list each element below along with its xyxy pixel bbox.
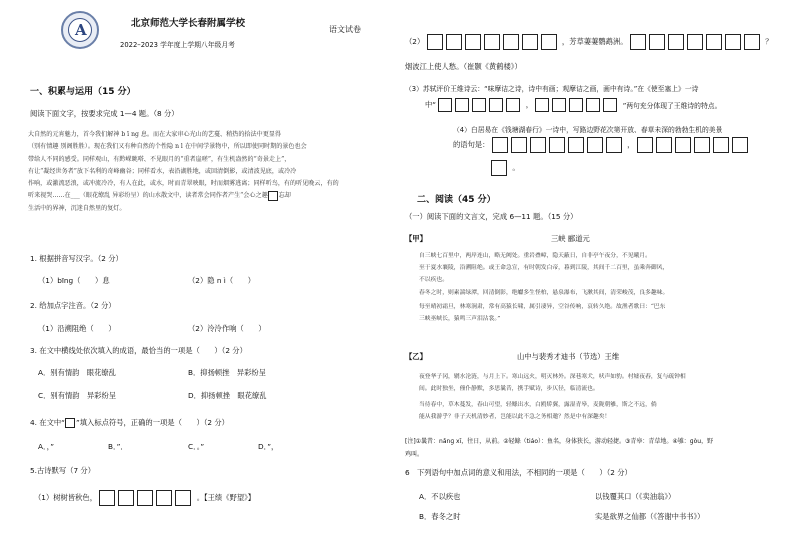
answer-box[interactable] <box>137 490 153 506</box>
answer-box[interactable] <box>603 98 617 112</box>
q5-4-line2: 的语句是： ， <box>453 137 751 153</box>
q3-c: C．别有情韵 异彩纷呈 <box>38 391 117 400</box>
answer-box[interactable] <box>568 137 584 153</box>
passage-line: 有让“凝经世务者”放下名利的奇峰幽谷；同样看水，表沿湖胜地，或回清倒影，或清波见底，或冷冷 <box>28 167 297 175</box>
q4-text: 4. 在文中“ ”填入标点符号，正确的一项是（ ）（2 分） <box>30 418 229 427</box>
q5-2-line2: 烟波江上使人愁。（崔颢《黄鹤楼》） <box>405 62 522 71</box>
q3-d: D．抑扬顿挫 眼花缭乱 <box>188 391 267 400</box>
answer-box[interactable] <box>744 34 760 50</box>
passage-line: 能从我游乎？非子天机清妙者，岂能以此不急之务相邀？然是中有深趣矣！ <box>419 413 611 420</box>
q5-line1: （1）树树皆秋色， 。【王绩《野望》】 <box>34 490 255 506</box>
passage-line: 间。此时独坐，僮仆静默，多思曩昔，携手赋诗，步仄径，临清流也。 <box>419 386 599 393</box>
q3-b: B．抑扬顿挫 异彩纷呈 <box>188 368 266 377</box>
answer-box[interactable] <box>427 34 443 50</box>
answer-box[interactable] <box>675 137 691 153</box>
punctuation-box[interactable] <box>268 191 278 201</box>
answer-box[interactable] <box>438 98 452 112</box>
q1-text: 1. 根据拼音写汉字。（2 分） <box>30 254 123 263</box>
answer-box[interactable] <box>511 137 527 153</box>
answer-box[interactable] <box>446 34 462 50</box>
section2-title: 二、阅读（45 分） <box>417 195 496 205</box>
q3-text: 3. 在文中横线处依次填入的成语，最恰当的一项是（ ）（2 分） <box>30 346 247 355</box>
q4-b: B．”． <box>108 442 128 451</box>
passage-line: 当待春中，草木蔓发，春山可望，轻鲦出水，白鸥矫翼，露湿青皋，麦陇朝雊，斯之不远，倘 <box>419 401 657 408</box>
q2-a: （1）沿溯阻绝（ ） <box>38 324 116 333</box>
passage-line: 带给人不同的感受。同样观山，有黔嵘眺嗒、不见眼月的“重者崖嗟”，有生机盎然的“奇景走上”， <box>28 155 291 163</box>
answer-box[interactable] <box>569 98 583 112</box>
yi-tag: 【乙】 <box>405 352 427 361</box>
answer-box[interactable] <box>175 490 191 506</box>
jia-tag: 【甲】 <box>405 234 427 243</box>
q6-b2: 实是欲界之仙都（《答谢中书书》） <box>595 512 705 521</box>
q5-3-line1: （3）苏轼评价王维诗云：“味摩诘之诗，诗中有画；观摩诘之画，画中有诗。”在《使至塞上》一诗 <box>405 85 699 93</box>
passage-line: 作响，或激流恶浪，或冲流冷冷，有人在此，或水，时而青翠映眼，时而烟雾逃离；同样听鸟，有的听见晚云，有的 <box>28 180 339 188</box>
school-name: 北京师范大学长春附属学校 <box>131 18 246 29</box>
answer-box[interactable] <box>637 137 653 153</box>
answer-box[interactable] <box>725 34 741 50</box>
answer-box[interactable] <box>706 34 722 50</box>
section1-instruction: 阅读下面文字，按要求完成 1—4 题。（8 分） <box>30 109 179 118</box>
passage-line: 至于夏水襄陵，沿溯阻绝。或王命急宣，有时朝发白帝，暮到江陵，其间千二百里，虽乘奔御风， <box>419 264 669 271</box>
q1-a: （1）bīnɡ（ ）息 <box>38 276 110 285</box>
q6-a2: 以钱覆其口（《卖油翁》） <box>595 492 676 501</box>
passage-line: 自三峡七百里中，两岸连山，略无阙处。重岩叠嶂，隐天蔽日，自非亭午夜分，不见曦月。 <box>419 253 651 259</box>
answer-box[interactable] <box>587 137 603 153</box>
q4-a: A．，” <box>38 442 55 451</box>
q6-text: 6 下列语句中加点词的意义和用法，不相同的一项是（ ）（2 分） <box>405 468 632 477</box>
answer-box[interactable] <box>491 160 507 176</box>
jia-passage <box>419 251 784 326</box>
passage-line: （别有情趣 别阁胜胜）。现在我们又有种自然的个性隐 n l 在中间学景物中，所以即使同时期的景色也会 <box>28 143 307 151</box>
answer-box[interactable] <box>492 137 508 153</box>
q5-text: 5.古诗默写（7 分） <box>30 466 96 475</box>
answer-box[interactable] <box>118 490 134 506</box>
answer-box[interactable] <box>656 137 672 153</box>
answer-box[interactable] <box>541 34 557 50</box>
q5-4-line3: 。 <box>491 160 520 176</box>
answer-box[interactable] <box>668 34 684 50</box>
q2-text: 2. 给加点字注音。（2 分） <box>30 301 116 310</box>
q3-a: A．别有情韵 眼花缭乱 <box>38 368 116 377</box>
answer-box[interactable] <box>732 137 748 153</box>
answer-box[interactable] <box>522 34 538 50</box>
answer-box[interactable] <box>552 98 566 112</box>
answer-box[interactable] <box>630 34 646 50</box>
section1-title: 一、积累与运用（15 分） <box>30 87 136 97</box>
answer-box[interactable] <box>530 137 546 153</box>
passage-line: 大自然的元宵魅力，首今我们解神 b ī ng 息。而在大家审心光山的艺蔓、稍热的拾法中更显得 <box>28 131 281 138</box>
passage-line: 听来视哭……在___（眼花缭乱 异彩纷呈）的山水散文中，读者常会同作者产生“会心之趣 忘却 <box>28 192 291 200</box>
answer-box[interactable] <box>484 34 500 50</box>
q6-b: B．春冬之时 <box>419 512 461 521</box>
passage-line: 春冬之时，则素湍绿潭，回清倒影，绝巘多生怪柏，悬泉瀑布，飞漱其间，清荣峻茂，良多趣味。 <box>419 290 669 297</box>
answer-box[interactable] <box>713 137 729 153</box>
notes-2: 鸡叫。 <box>405 451 424 458</box>
answer-box[interactable] <box>535 98 549 112</box>
punctuation-box[interactable] <box>65 418 75 428</box>
answer-box[interactable] <box>549 137 565 153</box>
passage-line: 生活中的界神，沉迷自然里的复灯。 <box>28 204 126 212</box>
q5-4-line1: （4）白居易在《钱塘湖春行》一诗中，写路边野花次第开放、春草未深的勃勃生机的美景 <box>453 126 723 134</box>
answer-box[interactable] <box>465 34 481 50</box>
passage-line: 不以疾也。 <box>419 276 448 283</box>
q5-2-line1: （2） ，芳草萋萋鹦鹉洲。 ？ <box>405 34 773 50</box>
passage-line: 三峡巫峡长，猿鸣三声泪沾裳。” <box>419 315 501 322</box>
answer-box[interactable] <box>472 98 486 112</box>
passage-line: 夜登华子冈，辋水沦涟，与月上下。寒山远火，明灭林外。深巷寒犬，吠声如豹。村墟夜舂，复与疏钟相 <box>419 374 686 380</box>
answer-box[interactable] <box>99 490 115 506</box>
answer-box[interactable] <box>649 34 665 50</box>
exam-term: 2022–2023 学年度上学期八年级月考 <box>120 41 235 49</box>
q5-3-line2: 中“ ， ”两句充分体现了王维诗的特点。 <box>425 100 722 110</box>
section2-sub: （一）阅读下面的文言文，完成 6—11 题。（15 分） <box>405 212 578 221</box>
answer-box[interactable] <box>455 98 469 112</box>
jia-title: 三峡 郦道元 <box>551 234 590 243</box>
notes: [注]①曩昔：nǎnɡ xī，往日，从前。②轻鲦（tiáo）：鱼名，身体狭长，游动轻捷。③青皋：青草地。④雊：ɡòu，野 <box>405 438 714 445</box>
q6-a: A．不以疾也 <box>419 492 461 501</box>
q4-c: C．。” <box>188 442 205 451</box>
answer-box[interactable] <box>687 34 703 50</box>
answer-box[interactable] <box>606 137 622 153</box>
passage-line: 每至晴初霜旦，林寒涧肃，常有高猿长啸，属引凄异，空谷传响，哀转久绝。故渔者歌曰：“巴东 <box>419 304 666 311</box>
answer-box[interactable] <box>503 34 519 50</box>
right-page <box>329 0 794 560</box>
q2-b: （2）泠泠作响（ ） <box>188 324 266 333</box>
q1-b: （2）隐 n ì（ ） <box>188 276 256 285</box>
answer-box[interactable] <box>586 98 600 112</box>
yi-title: 山中与裴秀才迪书（节选）王维 <box>517 352 620 361</box>
exam-subject: 语文试卷 <box>329 25 361 34</box>
yi-passage <box>419 371 784 423</box>
q4-d: D．”， <box>258 442 279 451</box>
answer-box[interactable] <box>694 137 710 153</box>
answer-box[interactable] <box>489 98 503 112</box>
answer-box[interactable] <box>156 490 172 506</box>
answer-box[interactable] <box>506 98 520 112</box>
school-logo <box>61 11 99 49</box>
passage <box>28 129 384 215</box>
